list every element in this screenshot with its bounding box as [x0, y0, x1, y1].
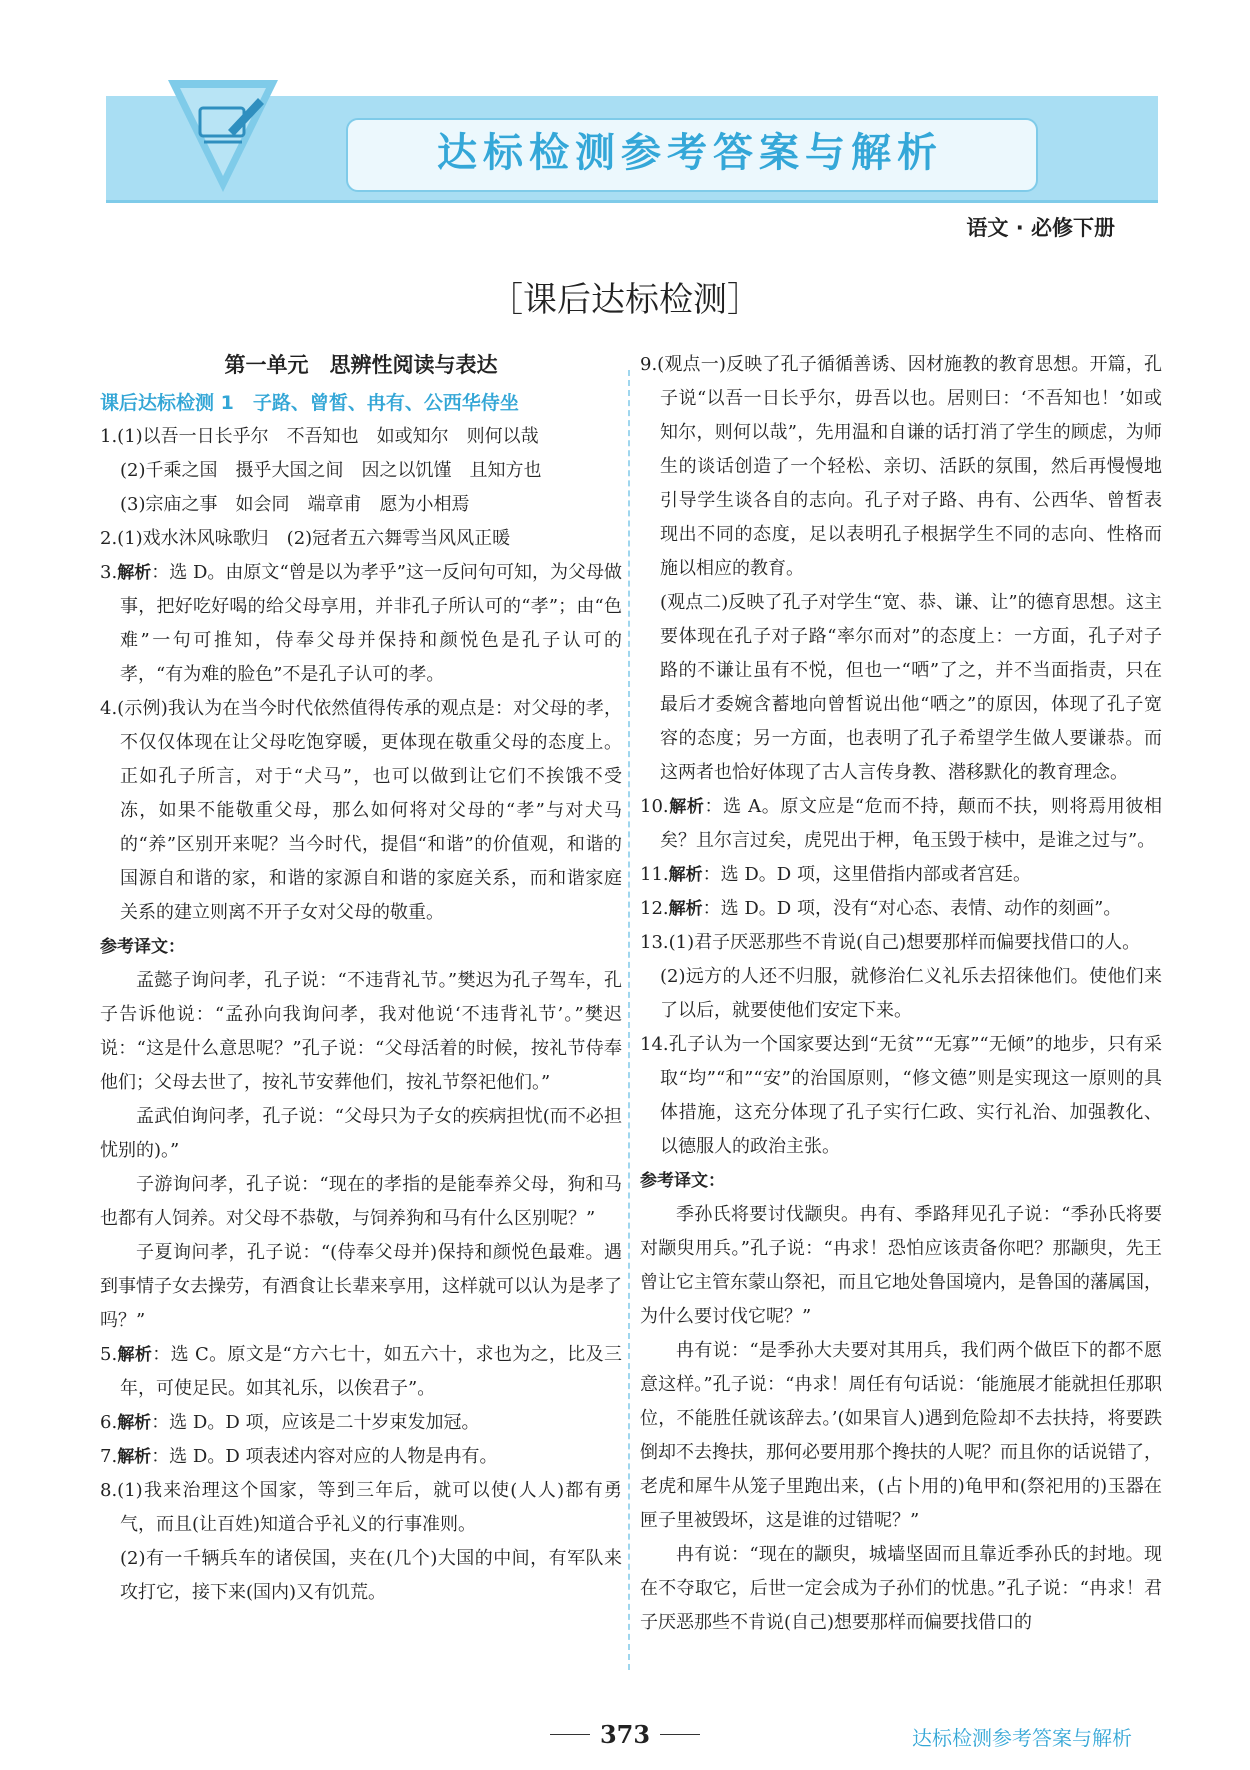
answer-text: ：选 D。D 项，没有“对心态、表情、动作的刻画”。 — [702, 898, 1122, 919]
answer-8: 8.(1)我来治理这个国家，等到三年后，就可以使(人人)都有勇气，而且(让百姓)知道合乎礼义的行事准则。 — [100, 1480, 622, 1535]
answer-text: ：选 D。D 项表述内容对应的人物是冉有。 — [151, 1446, 498, 1467]
right-column — [640, 348, 1162, 1640]
translation-paragraph: 孟懿子询问孝，孔子说：“不违背礼节。”樊迟为孔子驾车，孔子告诉他说：“孟孙向我询问孝，我对他说‘不违背礼节’。”樊迟说：“这是什么意思呢？”孔子说：“父母活着的时候，按礼节侍奉他们；父母去世了，按礼节安葬他们，按礼节祭祀他们。” — [100, 970, 622, 1093]
analysis-label: 解析 — [117, 1413, 152, 1433]
question-number: 6. — [100, 1412, 118, 1433]
answer-14: 14.孔子认为一个国家要达到“无贫”“无寡”“无倾”的地步，只有采取“均”“和”“安”的治国原则，“修文德”则是实现这一原则的具体措施，这充分体现了孔子实行仁政、实行礼治、加强教化、以德服人的政治主张。 — [640, 1034, 1162, 1157]
answer-9-2: (观点二)反映了孔子对学生“宽、恭、谦、让”的德育思想。这主要体现在孔子对子路“率尔而对”的态度上：一方面，孔子对子路的不谦让虽有不悦，但也一“哂”了之，并不当面指责，只在最后才委婉含蓄地向曾皙说出他“哂之”的原因，体现了孔子宽容的态度；另一方面，也表明了孔子希望学生做人要谦恭。而这两者也恰好体现了古人言传身教、潜移默化的教育理念。 — [660, 592, 1162, 783]
lesson-title: 课后达标检测 1 子路、曾皙、冉有、公西华侍坐 — [100, 392, 519, 414]
answer-text: ：选 C。原文是“方六七十，如五六十，求也为之，比及三年，可使足民。如其礼乐，以俟君子”。 — [120, 1344, 622, 1399]
answer-12 — [640, 892, 1162, 926]
answer-6 — [100, 1406, 622, 1440]
answer-7 — [100, 1440, 622, 1474]
answer-text: ：选 D。D 项，这里借指内部或者宫廷。 — [702, 864, 1031, 885]
column-divider — [628, 370, 630, 1670]
translation-paragraph: 冉有说：“现在的颛臾，城墙坚固而且靠近季孙氏的封地。现在不夺取它，后世一定会成为子孙们的忧患。”孔子说：“冉求！君子厌恶那些不肯说(自己)想要那样而偏要找借口的 — [640, 1544, 1162, 1633]
left-column — [100, 348, 622, 1610]
section-heading: ［课后达标检测］ — [489, 280, 761, 320]
answer-4: 4.(示例)我认为在当今时代依然值得传承的观点是：对父母的孝，不仅仅体现在让父母吃饱穿暖，更体现在敬重父母的态度上。正如孔子所言，对于“犬马”，也可以做到让它们不挨饿不受冻，如果不能敬重父母，那么如何将对父母的“孝”与对犬马的“养”区别开来呢？当今时代，提倡“和谐”的价值观，和谐的国源自和谐的家，和谐的家源自和谐的家庭关系，而和谐家庭关系的建立则离不开子女对父母的敬重。 — [100, 698, 622, 923]
analysis-label: 解析 — [668, 797, 705, 817]
answer-text: ：选 D。D 项，应该是二十岁束发加冠。 — [151, 1412, 480, 1433]
subject-label: 语文 · 必修下册 — [966, 216, 1115, 240]
answer-10 — [640, 790, 1162, 858]
answer-text: ：选 D。由原文“曾是以为孝乎”这一反问句可知，为父母做事，把好吃好喝的给父母享用，并非孔子所认可的“孝”；由“色难”一句可推知，侍奉父母并保持和颜悦色是孔子认可的孝，“有为难的脸色”不是孔子认可的孝。 — [120, 562, 622, 685]
question-number: 10. — [640, 796, 669, 817]
unit-title: 第一单元 思辨性阅读与表达 — [224, 353, 498, 377]
analysis-label: 解析 — [117, 1447, 152, 1467]
question-number: 5. — [100, 1344, 118, 1365]
translation-paragraph: 孟武伯询问孝，孔子说：“父母只为子女的疾病担忧(而不必担忧别的)。” — [100, 1106, 622, 1161]
question-number: 3. — [100, 562, 118, 583]
analysis-label: 解析 — [117, 563, 152, 583]
translation-paragraph: 子游询问孝，孔子说：“现在的孝指的是能奉养父母，狗和马也都有人饲养。对父母不恭敬，与饲养狗和马有什么区别呢？” — [100, 1174, 622, 1229]
page-number: 373 — [599, 1720, 651, 1749]
answer-13: 13.(1)君子厌恶那些不肯说(自己)想要那样而偏要找借口的人。 — [640, 932, 1141, 953]
answer-11 — [640, 858, 1162, 892]
reference-translation-label: 参考译文： — [100, 937, 185, 957]
answer-3 — [100, 556, 622, 692]
answer-text: ：选 A。原文应是“危而不持，颠而不扶，则将焉用彼相矣？且尔言过矣，虎兕出于柙，龟玉毁于椟中，是谁之过与”。 — [660, 796, 1163, 851]
question-number: 7. — [100, 1446, 118, 1467]
translation-paragraph: 冉有说：“是季孙大夫要对其用兵，我们两个做臣下的都不愿意这样。”孔子说：“冉求！周任有句话说：‘能施展才能就担任那职位，不能胜任就该辞去。’(如果盲人)遇到危险却不去扶持，将要跌倒却不去搀扶，那何必要用那个搀扶的人呢？而且你的话说错了，老虎和犀牛从笼子里跑出来，(占卜用的)龟甲和(祭祀用的)玉器在匣子里被毁坏，这是谁的过错呢？” — [640, 1340, 1162, 1531]
answer-8-2: (2)有一千辆兵车的诸侯国，夹在(几个)大国的中间，有军队来攻打它，接下来(国内)又有饥荒。 — [120, 1548, 622, 1603]
translation-paragraph: 子夏询问孝，孔子说：“(侍奉父母并)保持和颜悦色最难。遇到事情子女去操劳，有酒食让长辈来享用，这样就可以认为是孝了吗？” — [100, 1242, 622, 1331]
analysis-label: 解析 — [117, 1345, 153, 1365]
answer-13-2: (2)远方的人还不归服，就修治仁义礼乐去招徕他们。使他们来了以后，就要使他们安定下来。 — [660, 966, 1162, 1021]
header-title: 达标检测参考答案与解析 — [437, 130, 943, 176]
question-number: 12. — [640, 898, 669, 919]
answer-5 — [100, 1338, 622, 1406]
answer-1-2: (2)千乘之国 摄乎大国之间 因之以饥馑 且知方也 — [120, 460, 542, 481]
translation-paragraph: 季孙氏将要讨伐颛臾。冉有、季路拜见孔子说：“季孙氏将要对颛臾用兵。”孔子说：“冉求！恐怕应该责备你吧？那颛臾，先王曾让它主管东蒙山祭祀，而且它地处鲁国境内，是鲁国的藩属国，为什么要讨伐它呢？” — [640, 1204, 1162, 1327]
question-number: 11. — [640, 864, 669, 885]
reference-translation-label: 参考译文： — [640, 1171, 725, 1191]
answer-9: 9.(观点一)反映了孔子循循善诱、因材施教的教育思想。开篇，孔子说“以吾一日长乎尔，毋吾以也。居则曰：‘不吾知也！’如或知尔，则何以哉”，先用温和自谦的话打消了学生的顾虑，为师生的谈话创造了一个轻松、亲切、活跃的氛围，然后再慢慢地引导学生谈各自的志向。孔子对子路、冉有、公西华、曾皙表现出不同的态度，足以表明孔子根据学生不同的志向、性格而施以相应的教育。 — [640, 354, 1162, 579]
book-pen-logo-icon — [168, 80, 278, 192]
footer-label: 达标检测参考答案与解析 — [912, 1726, 1132, 1750]
page-number-dash — [660, 1734, 700, 1735]
answer-2: 2.(1)戏水沐风咏歌归 (2)冠者五六舞雩当风风正暖 — [100, 528, 511, 549]
analysis-label: 解析 — [668, 899, 703, 919]
answer-1: 1.(1)以吾一日长乎尔 不吾知也 如或知尔 则何以哉 — [100, 426, 539, 447]
answer-1-3: (3)宗庙之事 如会同 端章甫 愿为小相焉 — [120, 494, 470, 515]
analysis-label: 解析 — [668, 865, 703, 885]
